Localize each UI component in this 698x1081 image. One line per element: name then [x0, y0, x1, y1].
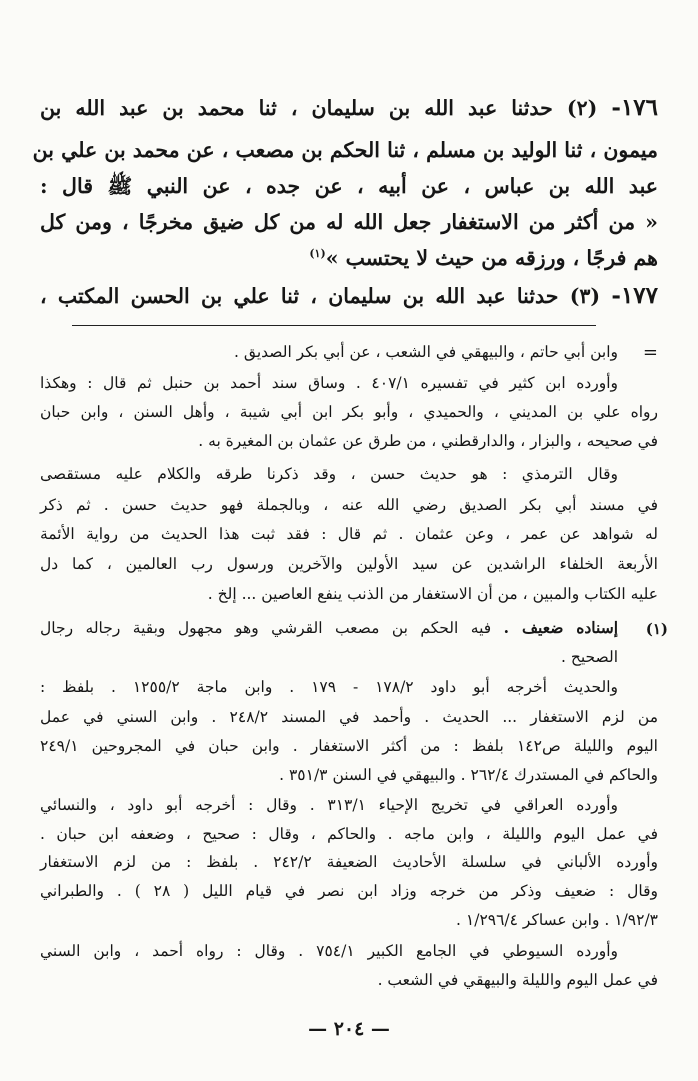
footnote-1-line: اليوم والليلة ص١٤٢ بلفظ : من أكثر الاستغفار . وابن حبان في المجروحين ٢٤٩/١ [40, 737, 658, 755]
footnote-1-line: وقال : ضعيف وذكر من خرجه وزاد ابن نصر في قيام الليل ( ٢٨ ) . والطبراني [40, 882, 658, 900]
continuation-marker: = [642, 342, 658, 363]
hadith-number: ١٧٧- [611, 282, 658, 309]
footnote-1-line: ١/٩٢/٣ . وابن عساكر ١/٢٩٦/٤ . [456, 911, 658, 929]
prev-note-line: وأورده ابن كثير في تفسيره ٤٠٧/١ . وساق سند أحمد بن حنبل ثم قال : وهكذا [40, 374, 618, 392]
footnote-1-line: في عمل اليوم والليلة ، وابن ماجه . والحاكم ، وقال : صحيح ، وضعفه ابن حبان . [40, 825, 658, 843]
footnote-1-line-1 [40, 618, 618, 637]
footnote-separator [72, 325, 596, 326]
footnote-1-marker: (١) [645, 620, 668, 638]
hadith-176-line-3: عبد الله بن عباس ، عن أبيه ، عن جده ، عن النبي ﷺ قال : [40, 174, 658, 198]
prev-note-line: رواه علي بن المديني ، والحميدي ، وأبو بكر ابن أبي شيبة ، وأهل السنن ، وابن حبان [40, 403, 658, 421]
hadith-text: عبد الله بن سليمان ، ثنا محمد بن عبد الله بن [40, 96, 498, 120]
hadith-ref: (٢) [566, 96, 598, 120]
page-number: — ٢٠٤ — [308, 1018, 390, 1040]
hadith-177-line-1 [40, 282, 658, 309]
prev-note-line: في صحيحه ، والبزار ، والدارقطني ، من طرق عن عثمان بن المغيرة به . [198, 432, 658, 450]
hadith-176-line-1 [40, 94, 658, 121]
footnote-ref: (١) [309, 247, 326, 261]
prev-note-line: الأربعة الخلفاء الراشدين عن سيد الأولين والآخرين ورسول رب العالمين ، كما دل [40, 555, 658, 573]
haddathana-keyword: حدثنا [511, 96, 553, 120]
prev-note-line: له شواهد عن عمر ، وعن عثمان . ثم قال : فقد ثبت هذا الحديث من رواية الأئمة [40, 525, 658, 543]
footnote-1-line: في عمل اليوم والليلة والبيهقي في الشعب . [377, 971, 658, 989]
hadith-text: عبد الله بن سليمان ، ثنا علي بن الحسن المكتب ، [40, 284, 506, 308]
footnote-1-line: وأورده الألباني في سلسلة الأحاديث الضعيفة ٢٤٢/٢ . بلفظ : من لزم الاستغفار [40, 853, 658, 871]
footnote-1-line: والحديث أخرجه أبو داود ١٧٨/٢ - ١٧٩ . وابن ماجة ١٢٥٥/٢ . بلفظ : [40, 678, 618, 696]
isnad-grade: إسناده ضعيف . [503, 618, 618, 637]
hadith-ref: (٣) [569, 284, 601, 308]
hadith-text: هم فرجًا ، ورزقه من حيث لا يحتسب » [325, 246, 658, 270]
footnote-text: فيه الحكم بن مصعب القرشي وهو مجهول وبقية رجاله رجال [40, 619, 492, 637]
prev-note-line: وابن أبي حاتم ، والبيهقي في الشعب ، عن أبي بكر الصديق . [234, 343, 618, 361]
footnote-1-line: وأورده السيوطي في الجامع الكبير ٧٥٤/١ . وقال : رواه أحمد ، وابن السني [40, 942, 618, 960]
prev-note-line: وقال الترمذي : هو حديث حسن ، وقد ذكرنا طرقه والكلام عليه مستقصى [40, 465, 618, 483]
hadith-number: ١٧٦- [611, 94, 658, 121]
footnote-1-line: وأورده العراقي في تخريج الإحياء ٣١٣/١ . وقال : أخرجه أبو داود ، والنسائي [40, 796, 618, 814]
footnote-1-line: والحاكم في المستدرك ٢٦٢/٤ . والبيهقي في السنن ٣٥١/٣ . [279, 766, 658, 784]
hadith-176-line-5 [40, 246, 658, 270]
hadith-176-line-2: ميمون ، ثنا الوليد بن مسلم ، ثنا الحكم بن مصعب ، عن محمد بن علي بن [32, 138, 658, 162]
footnote-1-line: من لزم الاستغفار ... الحديث . وأحمد في المسند ٢٤٨/٢ . وابن السني في عمل [40, 708, 658, 726]
prev-note-line: في مسند أبي بكر الصديق رضي الله عنه ، وبالجملة فهو حديث حسن . ثم ذكر [40, 496, 658, 514]
footnote-1-line-2: الصحيح . [560, 648, 618, 666]
haddathana-keyword: حدثنا [516, 284, 559, 308]
hadith-176-line-4: « من أكثر من الاستغفار جعل الله له من كل ضيق مخرجًا ، ومن كل [40, 210, 658, 234]
prev-note-line: عليه الكتاب والمبين ، من أن الاستغفار من الذنب ينفع العاصين ... إلخ . [207, 585, 658, 603]
